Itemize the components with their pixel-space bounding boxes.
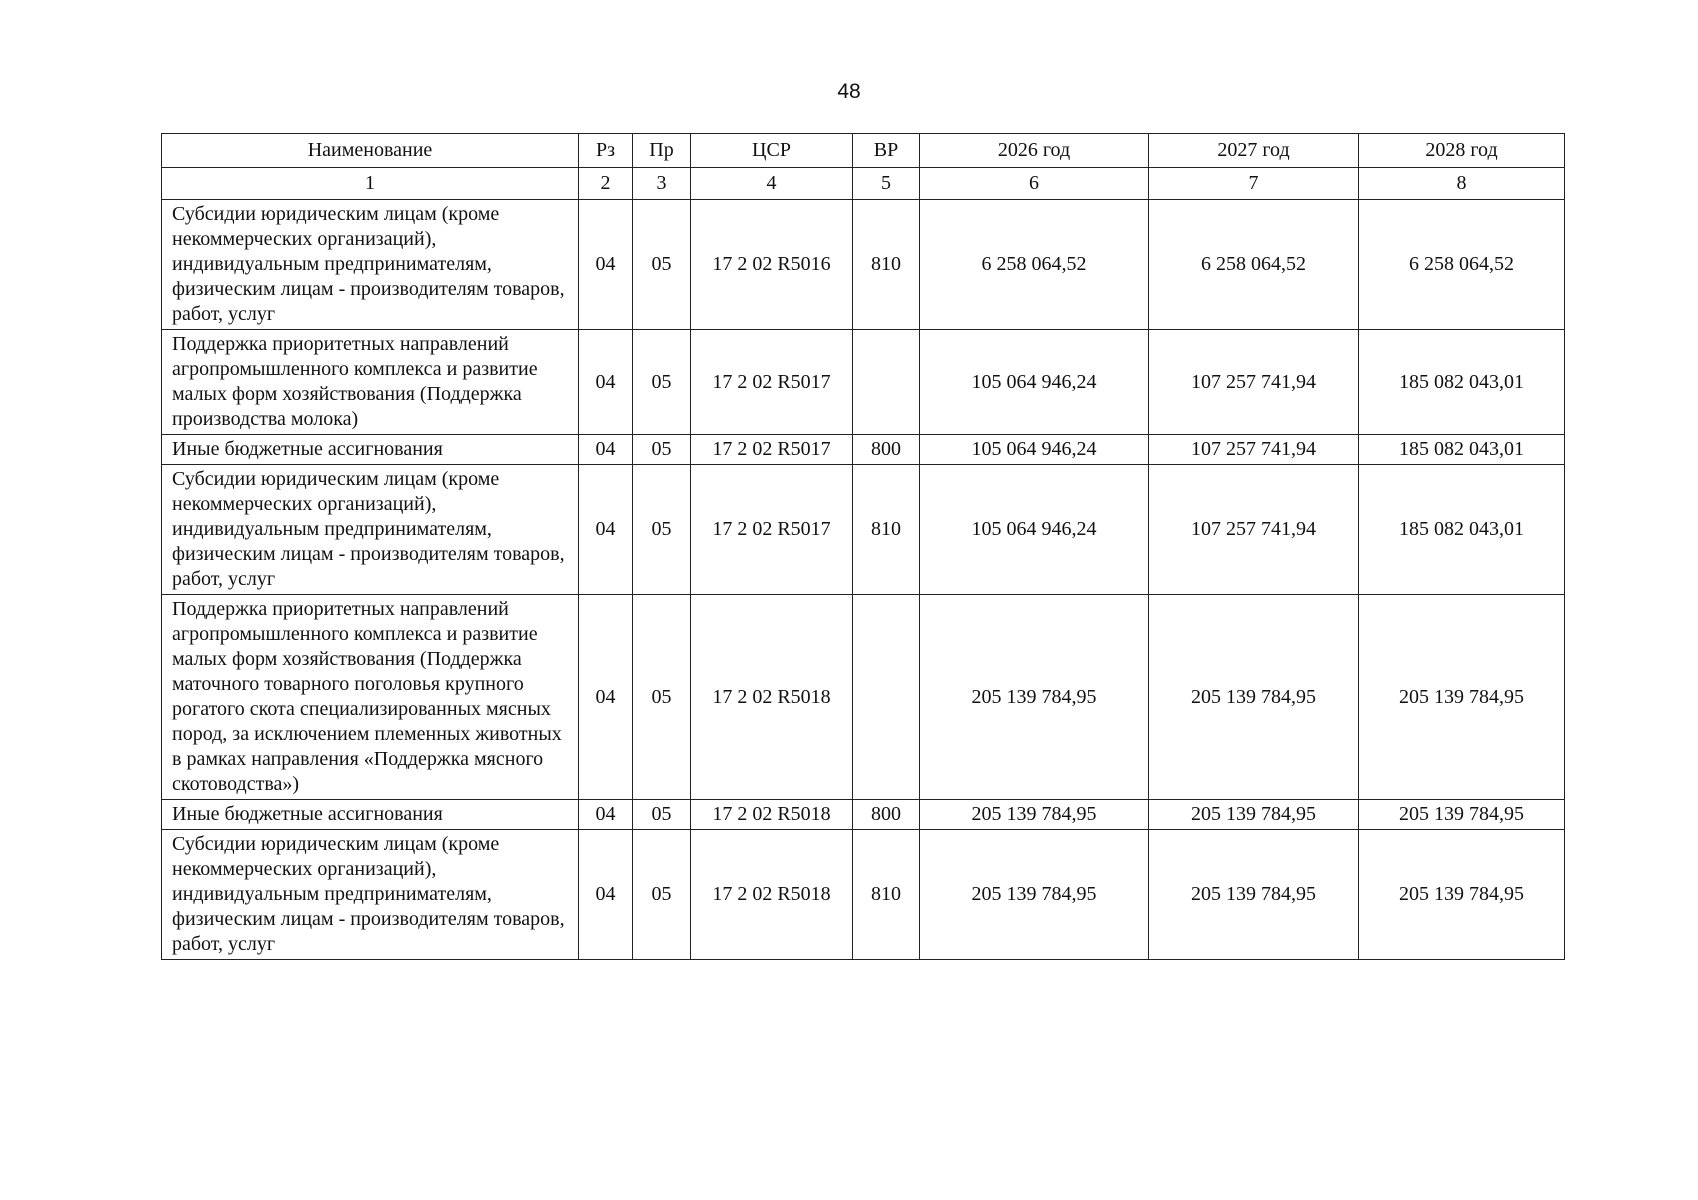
- header-2027: 2027 год: [1149, 134, 1359, 168]
- cell-pr: 05: [633, 200, 691, 330]
- cell-2027: 205 139 784,95: [1149, 800, 1359, 830]
- cell-pr: 05: [633, 330, 691, 435]
- cell-csr: 17 2 02 R5016: [691, 200, 853, 330]
- cell-name: Субсидии юридическим лицам (кроме некоммерческих организаций), индивидуальным предпринимателям, физическим лицам - производителям товаров, работ, услуг: [162, 830, 579, 960]
- cell-rz: 04: [579, 800, 633, 830]
- cell-rz: 04: [579, 465, 633, 595]
- header-csr: ЦСР: [691, 134, 853, 168]
- table-row: [162, 435, 1565, 465]
- cell-2028: 205 139 784,95: [1359, 595, 1565, 800]
- cell-vr: [853, 330, 920, 435]
- cell-csr: 17 2 02 R5018: [691, 800, 853, 830]
- cell-2026: 105 064 946,24: [920, 330, 1149, 435]
- header-row: [162, 134, 1565, 168]
- cell-vr: 800: [853, 435, 920, 465]
- cell-rz: 04: [579, 830, 633, 960]
- cell-2027: 205 139 784,95: [1149, 830, 1359, 960]
- cell-vr: 810: [853, 830, 920, 960]
- cell-2027: 107 257 741,94: [1149, 330, 1359, 435]
- cell-2028: 205 139 784,95: [1359, 830, 1565, 960]
- header-pr: Пр: [633, 134, 691, 168]
- cell-2026: 105 064 946,24: [920, 435, 1149, 465]
- table-row: [162, 830, 1565, 960]
- cell-2028: 185 082 043,01: [1359, 330, 1565, 435]
- column-number: 5: [853, 168, 920, 200]
- column-number: 2: [579, 168, 633, 200]
- table-row: [162, 800, 1565, 830]
- page-number: 48: [837, 80, 861, 103]
- cell-csr: 17 2 02 R5017: [691, 465, 853, 595]
- header-vr: ВР: [853, 134, 920, 168]
- cell-rz: 04: [579, 330, 633, 435]
- cell-2027: 107 257 741,94: [1149, 435, 1359, 465]
- cell-vr: 810: [853, 200, 920, 330]
- cell-2027: 205 139 784,95: [1149, 595, 1359, 800]
- cell-csr: 17 2 02 R5018: [691, 830, 853, 960]
- column-number-row: [162, 168, 1565, 200]
- cell-2028: 6 258 064,52: [1359, 200, 1565, 330]
- cell-pr: 05: [633, 465, 691, 595]
- cell-2027: 6 258 064,52: [1149, 200, 1359, 330]
- budget-table: [161, 133, 1565, 960]
- column-number: 1: [162, 168, 579, 200]
- header-2028: 2028 год: [1359, 134, 1565, 168]
- header-name: Наименование: [162, 134, 579, 168]
- table-row: [162, 465, 1565, 595]
- column-number: 8: [1359, 168, 1565, 200]
- cell-2026: 6 258 064,52: [920, 200, 1149, 330]
- cell-vr: 810: [853, 465, 920, 595]
- cell-2028: 205 139 784,95: [1359, 800, 1565, 830]
- cell-2026: 205 139 784,95: [920, 800, 1149, 830]
- column-number: 4: [691, 168, 853, 200]
- header-rz: Рз: [579, 134, 633, 168]
- cell-vr: 800: [853, 800, 920, 830]
- cell-2028: 185 082 043,01: [1359, 435, 1565, 465]
- cell-name: Субсидии юридическим лицам (кроме некоммерческих организаций), индивидуальным предпринимателям, физическим лицам - производителям товаров, работ, услуг: [162, 465, 579, 595]
- column-number: 3: [633, 168, 691, 200]
- cell-name: Субсидии юридическим лицам (кроме некоммерческих организаций), индивидуальным предпринимателям, физическим лицам - производителям товаров, работ, услуг: [162, 200, 579, 330]
- cell-name: Иные бюджетные ассигнования: [162, 800, 579, 830]
- cell-pr: 05: [633, 830, 691, 960]
- table-row: [162, 595, 1565, 800]
- cell-rz: 04: [579, 435, 633, 465]
- cell-2026: 205 139 784,95: [920, 595, 1149, 800]
- table-row: [162, 330, 1565, 435]
- cell-2028: 185 082 043,01: [1359, 465, 1565, 595]
- cell-csr: 17 2 02 R5017: [691, 435, 853, 465]
- table-row: [162, 200, 1565, 330]
- cell-name: Поддержка приоритетных направлений агропромышленного комплекса и развитие малых форм хозяйствования (Поддержка производства молока): [162, 330, 579, 435]
- cell-2026: 205 139 784,95: [920, 830, 1149, 960]
- cell-name: Иные бюджетные ассигнования: [162, 435, 579, 465]
- cell-name: Поддержка приоритетных направлений агропромышленного комплекса и развитие малых форм хозяйствования (Поддержка маточного товарного поголовья крупного рогатого скота специализированных мясных пород, за исключением племенных животных в рамках направления «Поддержка мясного скотоводства»): [162, 595, 579, 800]
- cell-csr: 17 2 02 R5018: [691, 595, 853, 800]
- cell-pr: 05: [633, 595, 691, 800]
- column-number: 7: [1149, 168, 1359, 200]
- cell-2027: 107 257 741,94: [1149, 465, 1359, 595]
- column-number: 6: [920, 168, 1149, 200]
- cell-csr: 17 2 02 R5017: [691, 330, 853, 435]
- cell-rz: 04: [579, 595, 633, 800]
- cell-pr: 05: [633, 435, 691, 465]
- cell-pr: 05: [633, 800, 691, 830]
- cell-vr: [853, 595, 920, 800]
- cell-2026: 105 064 946,24: [920, 465, 1149, 595]
- header-2026: 2026 год: [920, 134, 1149, 168]
- cell-rz: 04: [579, 200, 633, 330]
